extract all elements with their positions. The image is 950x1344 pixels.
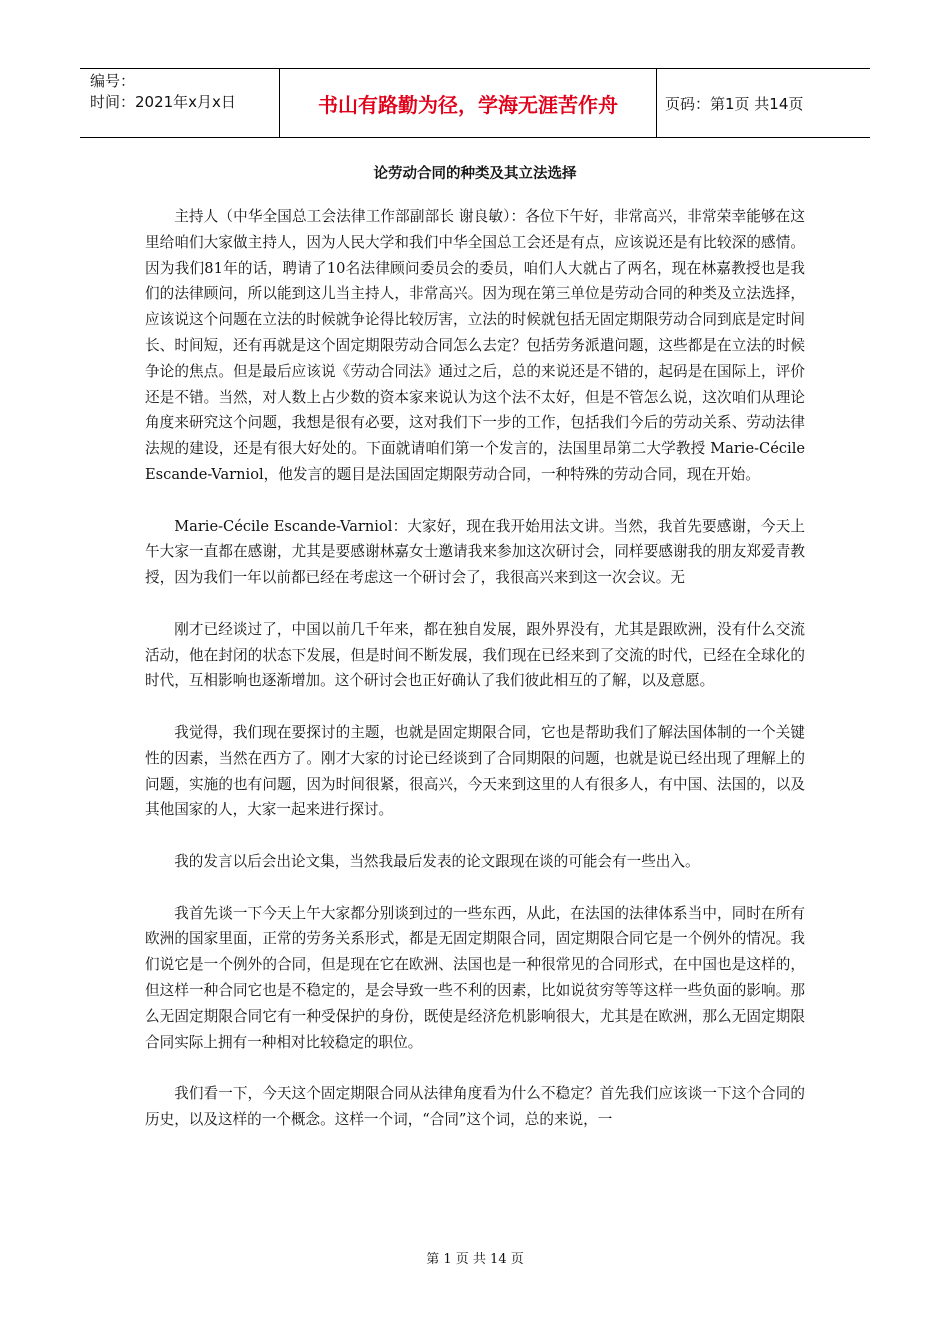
paragraph: 我觉得，我们现在要探讨的主题，也就是固定期限合同，它也是帮助我们了解法国体制的一个关键性的因素，当然在西方了。刚才大家的讨论已经谈到了合同期限的问题，也就是说已经出现了理解上的问题，实施的也有问题，因为时间很紧，很高兴，今天来到这里的人有很多人，有中国、法国的，以及其他国家的人，大家一起来进行探讨。 [145,723,805,819]
paragraph: 我首先谈一下今天上午大家都分别谈到过的一些东西，从此，在法国的法律体系当中，同时在所有欧洲的国家里面，正常的劳务关系形式，都是无固定期限合同，固定期限合同它是一个例外的情况。我们说它是一个例外的合同，但是现在它在欧洲、法国也是一种很常见的合同形式，在中国也是这样的，但这样一种合同它也是不稳定的，是会导致一些不利的因素，比如说贫穷等等这样一些负面的影响。那么无固定期限合同它有一种受保护的身份，既使是经济危机影响很大，尤其是在欧洲，那么无固定期限合同实际上拥有一种相对比较稳定的职位。 [145,904,805,1051]
document-body [145,204,805,1158]
page-header [80,68,870,138]
page-footer: 第 1 页 共 14 页 [426,1252,524,1267]
document-number-label: 编号： [90,72,136,90]
document-date: 时间：2021年x月x日 [90,93,236,111]
header-motto: 书山有路勤为径，学海无涯苦作舟 [280,69,657,137]
paragraph: 我的发言以后会出论文集，当然我最后发表的论文跟现在谈的可能会有一些出入。 [174,852,700,870]
paragraph: 我们看一下，今天这个固定期限合同从法律角度看为什么不稳定？首先我们应该谈一下这个合同的历史，以及这样的一个概念。这样一个词，“合同”这个词，总的来说，一 [145,1085,805,1128]
header-meta [80,69,280,137]
paragraph: 刚才已经谈过了，中国以前几千年来，都在独自发展，跟外界没有，尤其是跟欧洲，没有什么交流活动，他在封闭的状态下发展，但是时间不断发展，我们现在已经来到了交流的时代，已经在全球化的时代，互相影响也逐渐增加。这个研讨会也正好确认了我们彼此相互的了解，以及意愿。 [145,620,805,690]
header-page-info: 页码：第1页 共14页 [665,94,804,113]
paragraph: 主持人（中华全国总工会法律工作部副部长 谢良敏）：各位下午好，非常高兴，非常荣幸能够在这里给咱们大家做主持人，因为人民大学和我们中华全国总工会还是有点，应该说还是有比较深的感情。因为我们81年的话，聘请了10名法律顾问委员会的委员，咱们人大就占了两名，现在林嘉教授也是我们的法律顾问，所以能到这儿当主持人，非常高兴。因为现在第三单位是劳动合同的种类及立法选择，应该说这个问题在立法的时候就争论得比较厉害，立法的时候就包括无固定期限劳动合同到底是定时间长、时间短，还有再就是这个固定期限劳动合同怎么去定？包括劳务派遣问题，这些都是在立法的时候争论的焦点。但是最后应该说《劳动合同法》通过之后，总的来说还是不错的，起码是在国际上，评价还是不错。当然，对人数上占少数的资本家来说认为这个法不太好，但是不管怎么说，这次咱们从理论角度来研究这个问题，我想是很有必要，这对我们下一步的工作，包括我们今后的劳动关系、劳动法律法规的建设，还是有很大好处的。下面就请咱们第一个发言的，法国里昂第二大学教授 Marie-Cécile Escande-Varniol，他发言的题目是法国固定期限劳动合同，一种特殊的劳动合同，现在开始。 [145,208,805,483]
document-title: 论劳动合同的种类及其立法选择 [373,166,577,182]
paragraph: Marie-Cécile Escande-Varniol：大家好，现在我开始用法文讲。当然，我首先要感谢，今天上午大家一直都在感谢，尤其是要感谢林嘉女士邀请我来参加这次研讨会，同样要感谢我的朋友郑爱青教授，因为我们一年以前都已经在考虑这一个研讨会了，我很高兴来到这一次会议。无 [145,517,805,587]
